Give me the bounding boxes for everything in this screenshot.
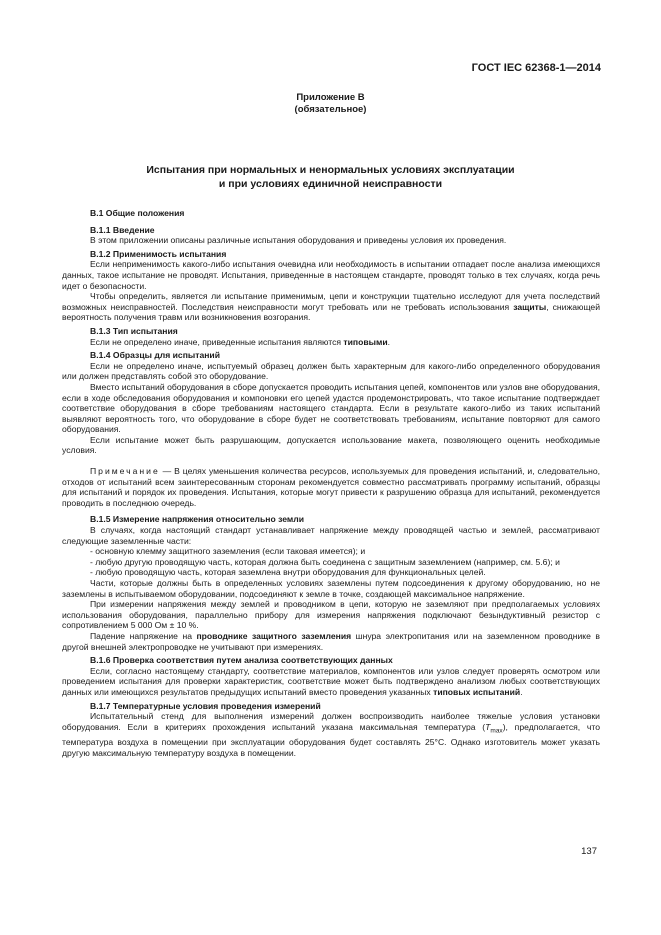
paragraph-b16 <box>62 666 600 698</box>
heading-b13: В.1.3 Тип испытания <box>90 325 178 336</box>
term-type-tests: типовыми <box>343 336 388 347</box>
heading-b16: В.1.6 Проверка соответствия путем анализа соответствующих данных <box>90 655 393 666</box>
heading-b17: В.1.7 Температурные условия проведения измерений <box>90 700 321 711</box>
term-protective-earthing-conductor: проводнике защитного заземления <box>196 630 352 641</box>
paragraph-b11: В этом приложении описаны различные испытания оборудования и приведены условия их проведения. <box>90 235 507 246</box>
body-block <box>62 208 600 758</box>
text-run: шнура электропитания или на заземленном проводнике в другой внешней электропроводке не учитывают при измерениях. <box>62 630 601 652</box>
list-item-2: - любую другую проводящую часть, которая должна быть соединена с защитным заземлением (например, см. 5.6); и <box>90 556 560 567</box>
paragraph-b15-1: В случаях, когда настоящий стандарт устанавливает напряжение между проводящей частью и землей, рассматривают следующие заземленные части: <box>62 525 600 546</box>
appendix-heading <box>0 92 661 116</box>
paragraph-b12-2 <box>62 291 600 323</box>
text-run: . <box>387 336 391 347</box>
section-title <box>0 164 661 191</box>
text-run: Если, согласно настоящему стандарту, соответствие материалов, компонентов или узлов следует проверять осмотром или проведением испытания для проверки характеристик, соответствие может быть подтверждено анализом любых соответствующих данных или имеющихся результатов предыдущих испытаний вместо проведения указанных <box>62 665 600 697</box>
note-text: — В целях уменьшения количества ресурсов, используемых для проведения испытаний, и, следовательно, отходов от испытаний всем заинтересованным сторонам рекомендуется совместно рассматривать программу испытаний, образцы для испытаний и порядок их проведения. Испытания, которые могут привести к разрушению образца для испытаний, рекомендуется проводить в последнюю очередь. <box>62 466 600 508</box>
list-item-1: - основную клемму защитного заземления (если таковая имеется); и <box>90 546 366 557</box>
paragraph-b14-2: Вместо испытаний оборудования в сборе допускается проводить испытания цепей, компонентов или узлов вне оборудования, если в ходе обследования оборудования и компоновки его цепей удастся продемонстрировать, что такое испытание подтверждает соответствие оборудования в сборе требованиям настоящего стандарта. Если в результате какого-либо из таких испытаний выявляют вероятность того, что оборудование в сборе будет не соответствовать требованиям, испытание повторяют для самого оборудования. <box>62 381 600 435</box>
note-label: Примечание <box>90 466 160 477</box>
paragraph-b17 <box>62 711 600 758</box>
standard-header: ГОСТ IEC 62368-1—2014 <box>471 62 601 74</box>
term-protection: защиты <box>513 301 547 312</box>
document-body <box>62 208 601 758</box>
heading-b11: В.1.1 Введение <box>90 224 155 235</box>
symbol-subscript-max: max <box>490 727 503 735</box>
paragraph-b12-1: Если неприменимость какого-либо испытания очевидна или необходимость в испытании отпадает после анализа имеющихся данных, такое испытание не проводят. Испытания, приведенные в настоящем стандарте, проводят только в тех случаях, когда речь идет о безопасности. <box>62 259 600 291</box>
list-item-3: - любую проводящую часть, которая заземлена внутри оборудования для функциональных целей. <box>90 567 486 578</box>
text-run: Испытательный стенд для выполнения измерений должен воспроизводить наиболее тяжелые условия установки оборудования. Если в критериях прохождения испытаний указана максимальная температура ( <box>62 711 600 732</box>
heading-b1: В.1 Общие положения <box>90 208 185 218</box>
paragraph-b15-3: При измерении напряжения между землей и проводником в цепи, которую не заземляют при предполагаемых условиях использования оборудования, параллельно прибору для измерения напряжения подключают безындуктивный резистор с сопротивлением 5 000 Ом ± 10 %. <box>62 599 600 631</box>
term-type-tests-2: типовых испытаний <box>433 686 521 697</box>
paragraph-b14-3: Если испытание может быть разрушающим, допускается использование макета, позволяющего оценить необходимые условия. <box>62 434 600 456</box>
text-run: Падение напряжение на <box>90 630 197 641</box>
symbol-t: T <box>485 721 491 732</box>
text-run: Чтобы определить, является ли испытание применимым, цепи и конструкции тщательно исследуют для учета последствий возможных неисправностей. Последствия неисправности могут требовать или не требовать использования <box>62 291 600 312</box>
heading-b12: В.1.2 Применимость испытания <box>90 248 227 259</box>
text-run: Если не определено иначе, приведенные испытания являются <box>90 336 344 347</box>
appendix-status: (обязательное) <box>294 104 367 115</box>
heading-b15: В.1.5 Измерение напряжения относительно земли <box>90 514 305 525</box>
paragraph-b13 <box>62 337 600 348</box>
paragraph-b15-4 <box>62 631 600 652</box>
text-run: , снижающей вероятность получения травм или возникновения возгорания. <box>62 301 600 323</box>
text-run: . <box>520 686 523 697</box>
paragraph-b15-2: Части, которые должны быть в определенных условиях заземлены путем подсоединения к другому оборудованию, но не заземлены в испытываемом оборудовании, подсоединяют к земле в точке, создающей максимальное напряжение. <box>62 578 600 599</box>
section-title-line1: Испытания при нормальных и ненормальных условиях эксплуатации <box>146 164 515 176</box>
text-run: ), предполагается, что температура воздуха в помещении при эксплуатации оборудования будет составлять 25°С. Однако изготовитель может указать другую максимальную температуру воздуха в помещении. <box>62 721 601 758</box>
section-title-line2: и при условиях единичной неисправности <box>218 177 443 190</box>
paragraph-b14-1: Если не определено иначе, испытуемый образец должен быть характерным для какого-либо определенного оборудования или должен представлять собой это оборудование. <box>62 360 600 382</box>
page-number: 137 <box>581 846 597 857</box>
heading-b14: В.1.4 Образцы для испытаний <box>90 350 220 361</box>
note-paragraph <box>62 466 600 508</box>
appendix-title: Приложение В <box>296 92 365 103</box>
